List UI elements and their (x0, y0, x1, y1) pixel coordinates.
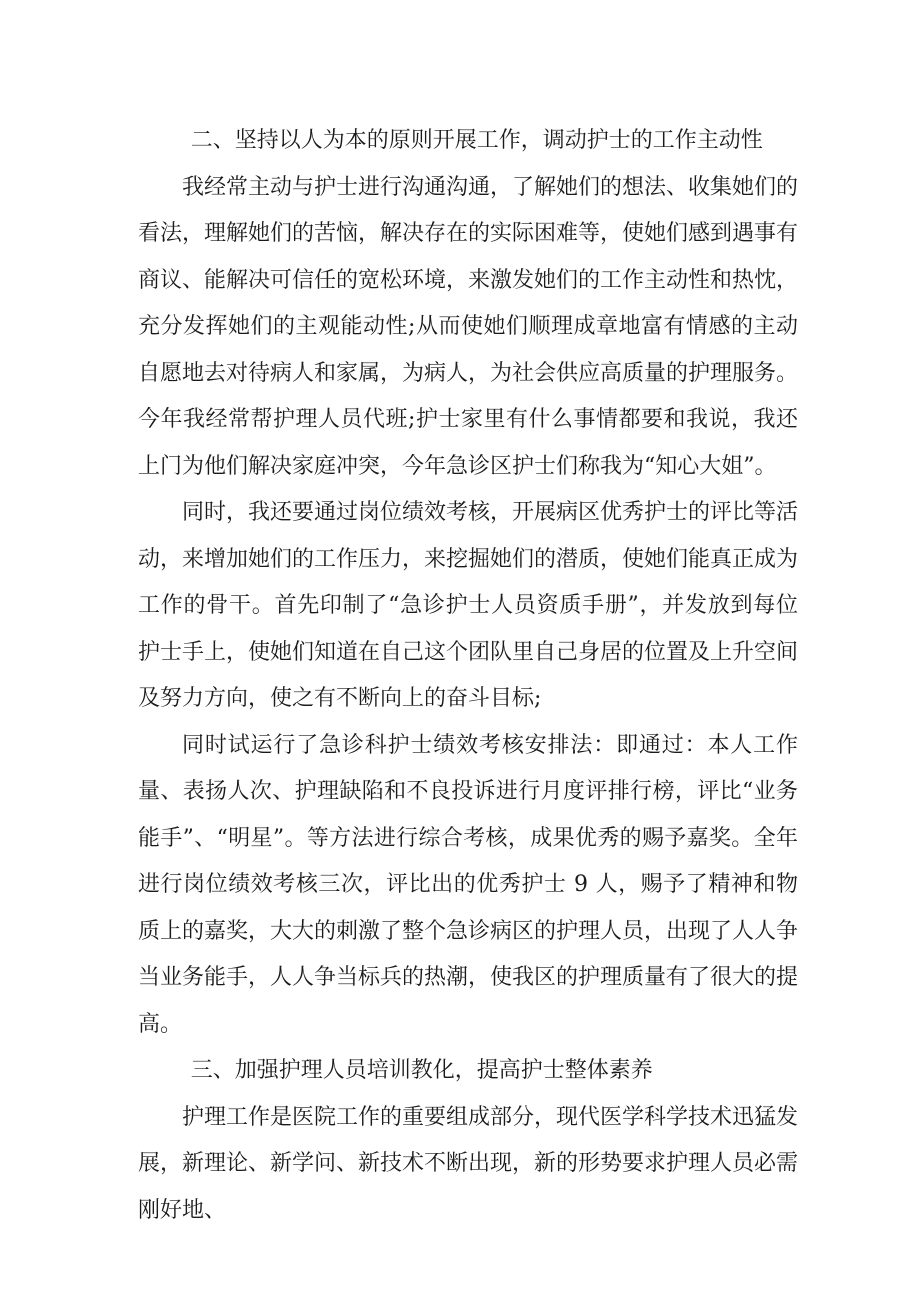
section-heading-2: 二、坚持以人为本的原则开展工作，调动护士的工作主动性 (190, 128, 763, 153)
paragraph-3: 同时试运行了急诊科护士绩效考核安排法：即通过：本人工作量、表扬人次、护理缺陷和不良投诉进行月度评排行榜，评比“业务能手”、“明星”。等方法进行综合考核，成果优秀的赐予嘉奖。全年进行岗位绩效考核三次，评比出的优秀护士 9 人，赐予了精神和物质上的嘉奖，大大的刺激了整个急诊病区的护理人员，出现了人人争当业务能手，人人争当标兵的热潮，使我区的护理质量有了很大的提高。 (138, 732, 799, 1037)
paragraph-4: 护理工作是医院工作的重要组成部分，现代医学科学技术迅猛发展，新理论、新学问、新技术不断出现，新的形势要求护理人员必需刚好地、 (138, 1104, 799, 1223)
section-heading-3: 三、加强护理人员培训教化，提高护士整体素养 (190, 1058, 653, 1083)
paragraph-1: 我经常主动与护士进行沟通沟通，了解她们的想法、收集她们的看法，理解她们的苦恼，解决存在的实际困难等，使她们感到遇事有商议、能解决可信任的宽松环境，来激发她们的工作主动性和热忱，充分发挥她们的主观能动性;从而使她们顺理成章地富有情感的主动自愿地去对待病人和家属，为病人，为社会供应高质量的护理服务。今年我经常帮护理人员代班;护士家里有什么事情都要和我说，我还上门为他们解决家庭冲突，今年急诊区护士们称我为“知心大姐”。 (138, 174, 799, 479)
paragraph-2: 同时，我还要通过岗位绩效考核，开展病区优秀护士的评比等活动，来增加她们的工作压力，来挖掘她们的潜质，使她们能真正成为工作的骨干。首先印制了“急诊护士人员资质手册”，并发放到每位护士手上，使她们知道在自己这个团队里自己身居的位置及上升空间及努力方向，使之有不断向上的奋斗目标; (138, 500, 799, 711)
document-body (138, 118, 798, 1234)
